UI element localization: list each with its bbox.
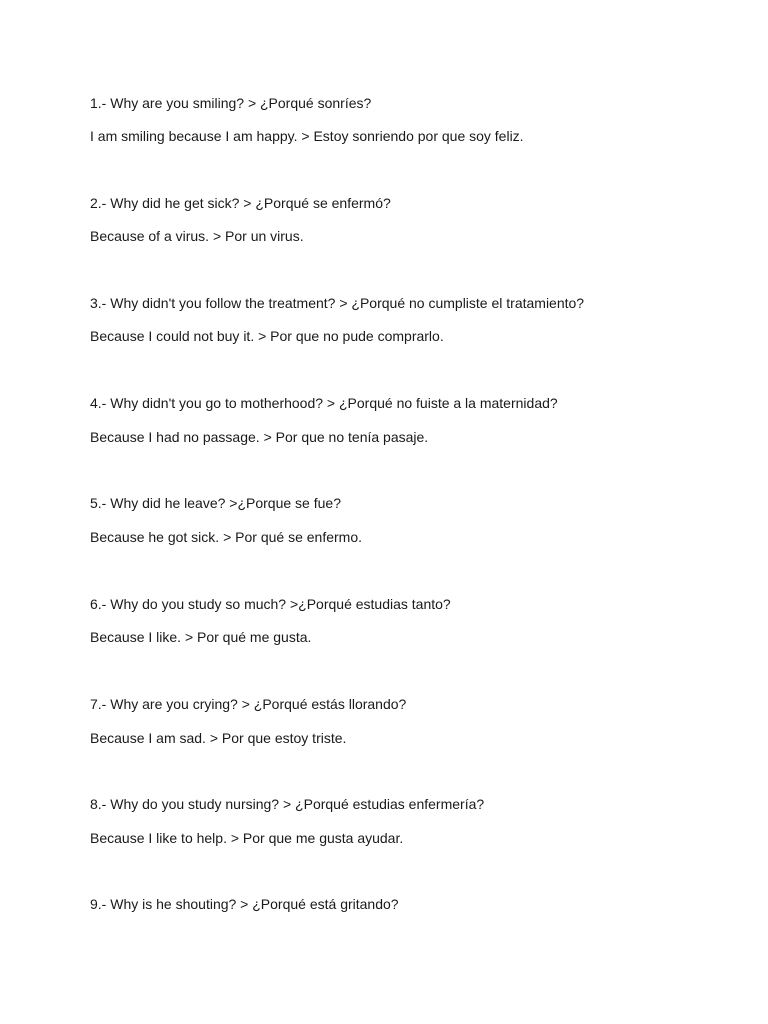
answer-2: Because of a virus. > Por un virus. xyxy=(90,228,304,244)
question-7: 7.- Why are you crying? > ¿Porqué estás llorando? xyxy=(90,696,407,712)
answer-1: I am smiling because I am happy. > Estoy sonriendo por que soy feliz. xyxy=(90,128,524,144)
question-8: 8.- Why do you study nursing? > ¿Porqué estudias enfermería? xyxy=(90,796,485,812)
answer-7: Because I am sad. > Por que estoy triste. xyxy=(90,730,347,746)
question-3: 3.- Why didn't you follow the treatment? > ¿Porqué no cumpliste el tratamiento? xyxy=(90,295,585,311)
question-9: 9.- Why is he shouting? > ¿Porqué está gritando? xyxy=(90,896,399,912)
question-5: 5.- Why did he leave? >¿Porque se fue? xyxy=(90,495,341,511)
answer-3: Because I could not buy it. > Por que no pude comprarlo. xyxy=(90,328,444,344)
question-1: 1.- Why are you smiling? > ¿Porqué sonríes? xyxy=(90,95,372,111)
answer-6: Because I like. > Por qué me gusta. xyxy=(90,629,312,645)
question-6: 6.- Why do you study so much? >¿Porqué estudias tanto? xyxy=(90,596,451,612)
answer-5: Because he got sick. > Por qué se enfermo. xyxy=(90,529,362,545)
answer-8: Because I like to help. > Por que me gusta ayudar. xyxy=(90,830,404,846)
question-2: 2.- Why did he get sick? > ¿Porqué se enfermó? xyxy=(90,195,391,211)
question-4: 4.- Why didn't you go to motherhood? > ¿Porqué no fuiste a la maternidad? xyxy=(90,395,558,411)
answer-4: Because I had no passage. > Por que no tenía pasaje. xyxy=(90,429,429,445)
